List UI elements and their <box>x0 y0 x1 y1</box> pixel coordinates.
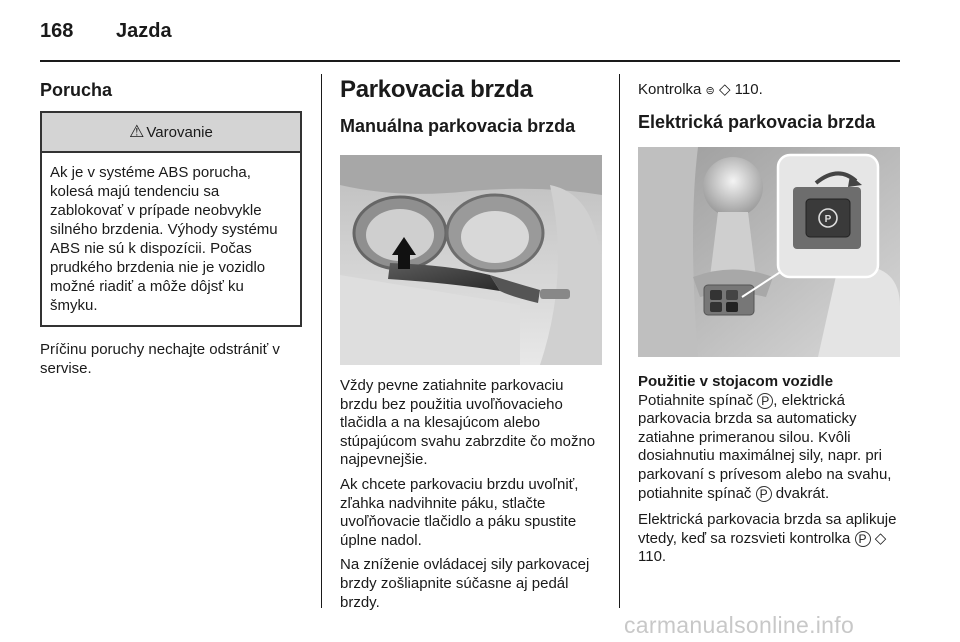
paragraph-aplikuje <box>638 511 900 567</box>
p2-page-ref: 110. <box>638 548 667 566</box>
handbrake-illustration <box>340 155 602 365</box>
brake-warning-icon: ⊜ <box>705 84 715 97</box>
warning-triangle-icon: ⚠ <box>129 122 145 141</box>
paragraph-uvolnit: Ak chcete parkovaciu brzdu uvoľniť, zľahka nadvihnite páku, stlačte uvoľňovacie tlačidlo a páku spustite úplne nadol. <box>340 475 579 549</box>
column-porucha <box>40 74 302 378</box>
warning-text: Ak je v systéme ABS porucha, kolesá majú tendenciu sa zablokovať v prípade neobvykle silného brzdenia. Výhody systému ABS nie sú k dispozícii. Počas prudkého brzdenia nie je vozidlo možné riadiť a môže dôjsť ku šmyku. <box>50 164 278 314</box>
column-divider-1 <box>321 74 322 608</box>
main-heading-parkovacia-brzda: Parkovacia brzda <box>340 76 533 103</box>
kontrolka-reference <box>638 80 900 98</box>
column-parkovacia-brzda <box>340 74 602 612</box>
warning-title: Varovanie <box>146 123 213 141</box>
subheading-stojacom: Použitie v stojacom vozidle <box>638 373 834 390</box>
chapter-title: Jazda <box>116 20 172 42</box>
heading-elektricka: Elektrická parkovacia brzda <box>638 112 876 132</box>
p1-part-b: , elektrická parkovacia brzda sa automaticky zatiahne primeranou silou. Kvôli dosiahnutiu maximálnej sily, napr. pri parkovaní s prívesom alebo na svahu, potiahnite spínač <box>638 391 892 502</box>
column-elektricka <box>638 74 900 567</box>
reference-arrow-icon: ◇ <box>718 81 731 98</box>
paragraph-zatiahnite: Vždy pevne zatiahnite parkovaciu brzdu bez použitia uvoľňovacieho tlačidla a na klesajúcom alebo stúpajúcom svahu zabrzdite čo možno najpevnejšie. <box>340 377 596 469</box>
header-rule <box>40 60 900 62</box>
page-header <box>40 20 900 44</box>
warning-box <box>40 111 302 327</box>
page-number: 168 <box>40 20 74 42</box>
kontrolka-page-ref: 110. <box>734 81 763 98</box>
watermark: carmanualsonline.info <box>624 612 855 638</box>
parking-brake-light-icon: P <box>855 531 871 547</box>
paragraph-servis: Príčinu poruchy nechajte odstrániť v servise. <box>40 341 280 377</box>
parking-switch-icon: P <box>756 486 772 502</box>
column-divider-2 <box>619 74 620 608</box>
paragraph-znizenie: Na zníženie ovládacej sily parkovacej brzdy zošliapnite súčasne aj pedál brzdy. <box>340 556 590 611</box>
kontrolka-label: Kontrolka <box>638 81 702 98</box>
subheading-manualna: Manuálna parkovacia brzda <box>340 116 576 136</box>
section-heading-porucha: Porucha <box>40 80 113 100</box>
p1-part-c: dvakrát. <box>775 484 830 502</box>
reference-arrow-icon: ◇ <box>874 529 887 547</box>
electric-brake-photo <box>638 147 900 357</box>
p2-part-a: Elektrická parkovacia brzda sa aplikuje vtedy, keď sa rozsvieti kontrolka <box>638 511 897 547</box>
electric-brake-illustration <box>638 147 900 357</box>
paragraph-potiahnite <box>638 392 900 504</box>
handbrake-photo <box>340 155 602 365</box>
svg-text:P: P <box>824 214 832 225</box>
parking-switch-icon: P <box>757 393 773 409</box>
p1-part-a: Potiahnite spínač <box>638 391 754 409</box>
warning-header <box>42 113 300 153</box>
